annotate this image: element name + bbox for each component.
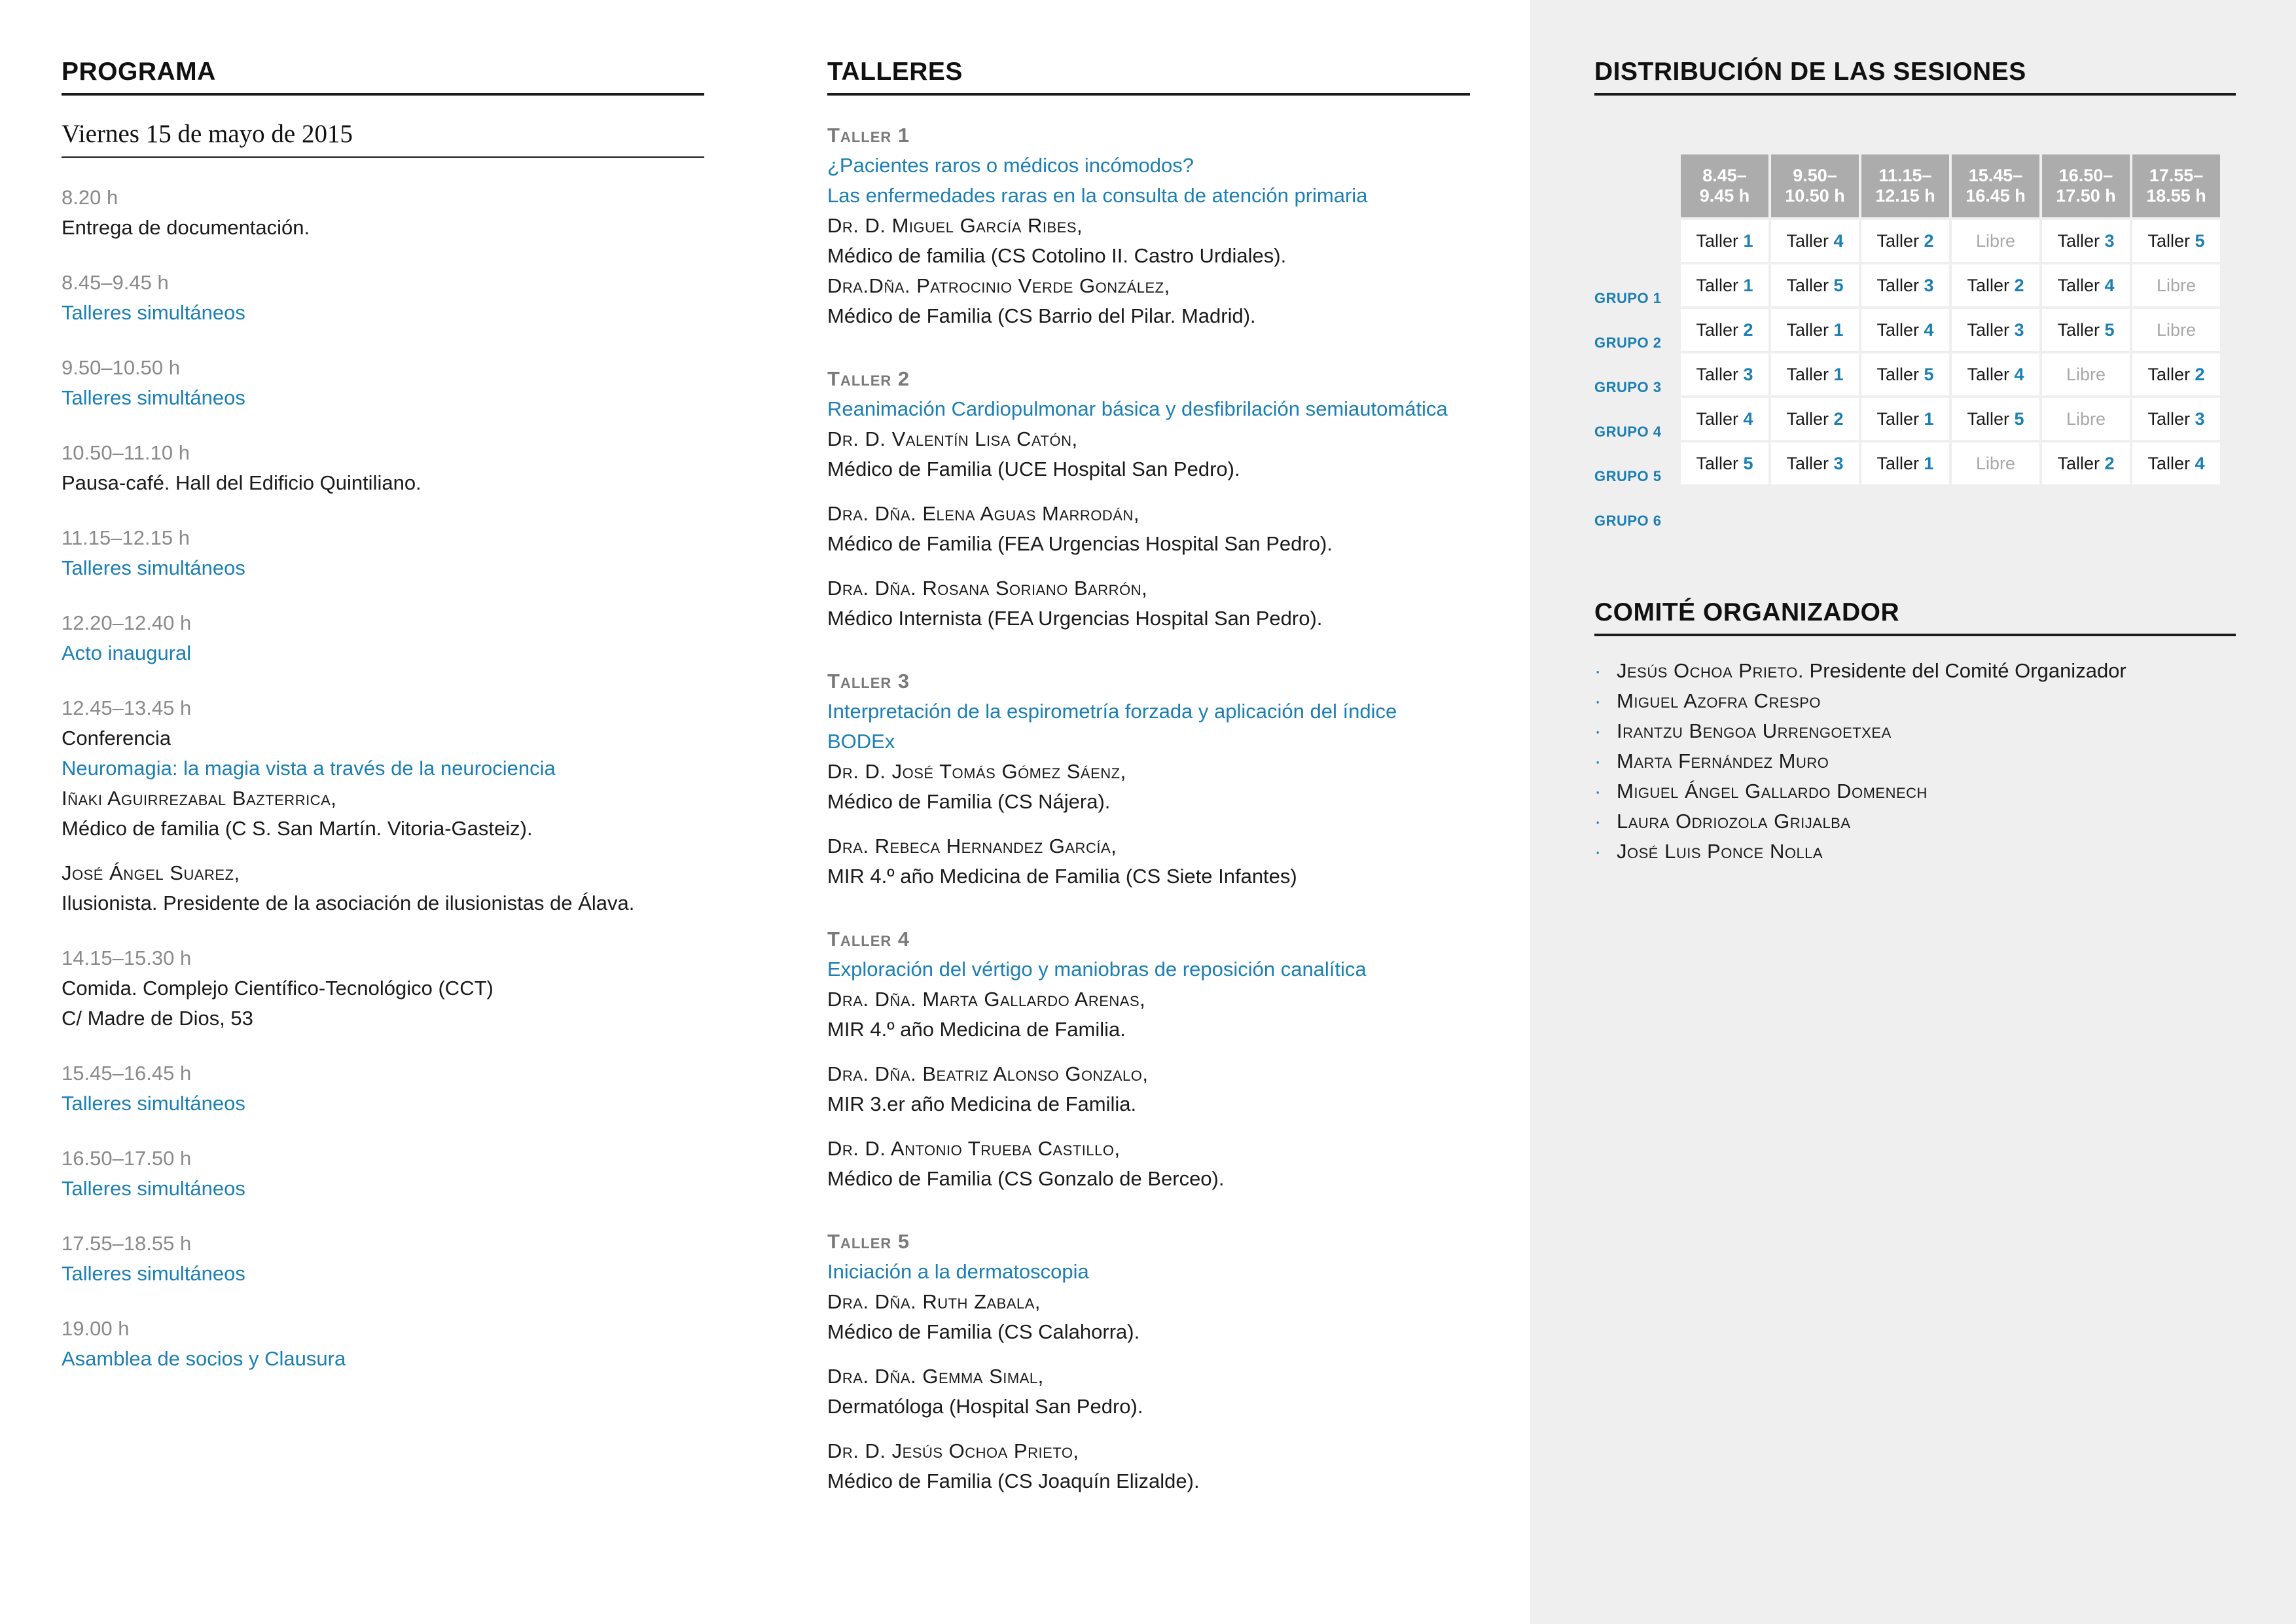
programa-line: Entrega de documentación. [62, 216, 310, 239]
taller-number: 5 [1833, 275, 1844, 295]
member-name: Miguel Ángel Gallardo Domenech [1617, 780, 1928, 803]
talleres-title: TALLERES [827, 58, 1470, 96]
taller-word: Taller [1967, 408, 2015, 429]
member-name: Laura Odriozola Grijalba [1617, 810, 1851, 833]
programa-item [62, 438, 704, 498]
bullet-icon: · [1594, 719, 1602, 742]
programa-line: Talleres simultáneos [62, 1092, 245, 1115]
bullet-icon: · [1594, 780, 1602, 803]
distribucion-title: DISTRIBUCIÓN DE LAS SESIONES [1594, 58, 2236, 96]
schedule-header-cell: 11.15– 12.15 h [1861, 154, 1949, 217]
taller-word: Taller [2147, 453, 2195, 473]
taller-number: 2 [2014, 275, 2024, 295]
taller-number: 1 [1743, 230, 1753, 251]
taller-line: Dra.Dña. Patrocinio Verde González, [827, 274, 1170, 297]
programa-time: 15.45–16.45 h [62, 1062, 192, 1085]
programa-item [62, 693, 704, 918]
taller-block [827, 924, 1470, 1194]
programa-line: Médico de familia (C S. San Martín. Vitoria-Gasteiz). [62, 817, 533, 840]
comite-member [1594, 656, 2236, 686]
programa-date: Viernes 15 de mayo de 2015 [62, 119, 704, 158]
programa-list [62, 183, 704, 1374]
programa-line: Talleres simultáneos [62, 1177, 245, 1200]
taller-line: Médico de Familia (UCE Hospital San Pedro). [827, 458, 1240, 480]
programa-item [62, 353, 704, 413]
comite-member [1594, 837, 2236, 867]
programa-title: PROGRAMA [62, 58, 704, 96]
schedule-row [1681, 309, 2220, 351]
schedule-cell-libre: Libre [2132, 309, 2220, 351]
taller-line: Dra. Dña. Marta Gallardo Arenas, [827, 988, 1146, 1011]
comite-member [1594, 806, 2236, 837]
member-name: José Luis Ponce Nolla [1617, 840, 1823, 863]
programa-time: 9.50–10.50 h [62, 356, 181, 379]
taller-word: Taller [1876, 364, 1924, 384]
taller-line: Dermatóloga (Hospital San Pedro). [827, 1395, 1143, 1418]
comite-member [1594, 776, 2236, 806]
programa-item [62, 183, 704, 243]
taller-word: Taller [1786, 275, 1834, 295]
schedule-cell [2042, 264, 2130, 306]
taller-word: Taller [1967, 275, 2015, 295]
schedule-header-cell: 17.55– 18.55 h [2132, 154, 2220, 217]
bullet-icon: · [1594, 840, 1602, 863]
taller-line: Dr. D. Antonio Trueba Castillo, [827, 1137, 1121, 1160]
schedule-cell [1861, 442, 1949, 484]
schedule-cell-libre: Libre [1952, 442, 2039, 484]
taller-number: 5 [1924, 364, 1934, 384]
comite-member [1594, 686, 2236, 716]
schedule-cell [1681, 264, 1768, 306]
schedule-row [1681, 442, 2220, 484]
distribucion-panel [1530, 0, 2296, 1624]
programa-line: José Ángel Suarez, [62, 861, 240, 884]
programa-time: 16.50–17.50 h [62, 1147, 192, 1170]
taller-word: Taller [1696, 453, 1744, 473]
programa-item [62, 1229, 704, 1289]
taller-line: Dra. Dña. Beatriz Alonso Gonzalo, [827, 1062, 1149, 1085]
taller-line: Dr. D. Miguel García Ribes, [827, 214, 1083, 237]
schedule-cell [2132, 353, 2220, 395]
taller-label: Taller 1 [827, 124, 910, 147]
taller-number: 3 [1833, 453, 1844, 473]
programa-line: Neuromagia: la magia vista a través de la neurociencia [62, 757, 556, 780]
taller-number: 3 [1924, 275, 1934, 295]
schedule-header-cell: 9.50– 10.50 h [1771, 154, 1859, 217]
programa-line: Acto inaugural [62, 641, 192, 664]
programa-time: 12.45–13.45 h [62, 696, 192, 719]
programa-item [62, 608, 704, 668]
taller-number: 2 [2195, 364, 2205, 384]
taller-line: Exploración del vértigo y maniobras de reposición canalítica [827, 958, 1367, 981]
schedule-cell [1952, 353, 2039, 395]
taller-number: 1 [1833, 319, 1844, 340]
taller-number: 2 [2104, 453, 2115, 473]
taller-word: Taller [1876, 230, 1924, 251]
bullet-icon: · [1594, 810, 1602, 833]
taller-number: 4 [2195, 453, 2205, 473]
taller-word: Taller [1786, 364, 1834, 384]
taller-line: MIR 4.º año Medicina de Familia (CS Siete Infantes) [827, 865, 1297, 888]
programa-time: 17.55–18.55 h [62, 1232, 192, 1255]
programa-time: 8.20 h [62, 186, 118, 209]
taller-block [827, 120, 1470, 331]
taller-line: Dra. Dña. Ruth Zabala, [827, 1290, 1041, 1313]
taller-line: Iniciación a la dermatoscopia [827, 1260, 1089, 1283]
schedule-row [1681, 398, 2220, 440]
member-name: Irantzu Bengoa Urrengoetxea [1617, 719, 1892, 742]
programa-item [62, 268, 704, 328]
taller-number: 4 [1743, 408, 1753, 429]
taller-line: Médico de Familia (FEA Urgencias Hospital San Pedro). [827, 532, 1333, 555]
taller-block [827, 666, 1470, 892]
comite-list [1594, 656, 2236, 867]
schedule-cell [1771, 398, 1859, 440]
taller-line: Dr. D. Valentín Lisa Catón, [827, 427, 1078, 450]
taller-line: Médico Internista (FEA Urgencias Hospital San Pedro). [827, 607, 1323, 630]
programa-time: 10.50–11.10 h [62, 441, 190, 464]
talleres-column [827, 0, 1470, 1496]
taller-word: Taller [2147, 364, 2195, 384]
schedule-header-row [1681, 154, 2220, 217]
programa-item [62, 1314, 704, 1374]
member-name: Miguel Azofra Crespo [1617, 689, 1821, 712]
schedule-cell-libre: Libre [2132, 264, 2220, 306]
taller-word: Taller [1696, 275, 1744, 295]
taller-word: Taller [1876, 453, 1924, 473]
taller-number: 2 [1743, 319, 1753, 340]
bullet-icon: · [1594, 749, 1602, 772]
taller-number: 5 [2014, 408, 2024, 429]
schedule-cell-libre: Libre [2042, 398, 2130, 440]
schedule-cell [1771, 309, 1859, 351]
schedule-row [1681, 353, 2220, 395]
programa-time: 8.45–9.45 h [62, 271, 169, 294]
programa-line: Talleres simultáneos [62, 556, 245, 579]
schedule-row [1681, 264, 2220, 306]
group-label: GRUPO 2 [1594, 334, 1662, 351]
talleres-list [827, 120, 1470, 1496]
taller-number: 1 [1833, 364, 1844, 384]
programa-item [62, 523, 704, 583]
schedule-cell [1861, 353, 1949, 395]
programa-line: Asamblea de socios y Clausura [62, 1347, 346, 1370]
taller-line: Dra. Rebeca Hernandez García, [827, 835, 1117, 857]
schedule-cell [1681, 353, 1768, 395]
schedule-cell [2042, 309, 2130, 351]
schedule-cell [1861, 398, 1949, 440]
comite-member [1594, 716, 2236, 746]
taller-number: 4 [2014, 364, 2024, 384]
schedule-table [1678, 152, 2223, 487]
schedule-cell [1861, 264, 1949, 306]
taller-word: Taller [1696, 319, 1744, 340]
group-label: GRUPO 3 [1594, 379, 1662, 395]
schedule-cell [1771, 264, 1859, 306]
schedule-cell [1771, 442, 1859, 484]
schedule-cell [1952, 264, 2039, 306]
taller-number: 5 [2195, 230, 2205, 251]
programa-line: Comida. Complejo Científico-Tecnológico (CCT) [62, 977, 493, 1000]
taller-word: Taller [2147, 408, 2195, 429]
taller-line: Médico de familia (CS Cotolino II. Castro Urdiales). [827, 244, 1287, 267]
taller-word: Taller [1876, 408, 1924, 429]
taller-number: 2 [1833, 408, 1844, 429]
taller-number: 5 [2104, 319, 2115, 340]
taller-number: 3 [1743, 364, 1753, 384]
programa-line: Talleres simultáneos [62, 1262, 245, 1285]
schedule-header-cell: 8.45– 9.45 h [1681, 154, 1768, 217]
taller-line: Médico de Familia (CS Nájera). [827, 790, 1111, 813]
taller-number: 3 [2195, 408, 2205, 429]
taller-number: 2 [1924, 230, 1934, 251]
schedule-cell-libre: Libre [1952, 220, 2039, 262]
taller-word: Taller [1696, 364, 1744, 384]
taller-word: Taller [2057, 319, 2105, 340]
schedule-cell-libre: Libre [2042, 353, 2130, 395]
programa-time: 19.00 h [62, 1317, 130, 1340]
taller-number: 3 [2104, 230, 2115, 251]
taller-line: Las enfermedades raras en la consulta de atención primaria [827, 184, 1368, 207]
taller-line: Médico de Familia (CS Calahorra). [827, 1320, 1140, 1343]
taller-word: Taller [2057, 275, 2105, 295]
taller-word: Taller [1967, 319, 2015, 340]
schedule-cell [1861, 309, 1949, 351]
schedule-cell [2042, 220, 2130, 262]
taller-label: Taller 4 [827, 928, 910, 950]
member-name: Marta Fernández Muro [1617, 749, 1829, 772]
taller-word: Taller [2057, 230, 2105, 251]
schedule-cell [1681, 220, 1768, 262]
taller-label: Taller 3 [827, 670, 910, 693]
taller-line: Médico de Familia (CS Joaquín Elizalde). [827, 1470, 1200, 1492]
taller-number: 1 [1924, 453, 1934, 473]
programa-item [62, 943, 704, 1034]
schedule-row [1681, 220, 2220, 262]
schedule-cell [2132, 442, 2220, 484]
group-label: GRUPO 1 [1594, 290, 1662, 306]
bullet-icon: · [1594, 689, 1602, 712]
taller-word: Taller [2147, 230, 2195, 251]
programa-line: Iñaki Aguirrezabal Bazterrica, [62, 787, 337, 810]
bullet-icon: · [1594, 659, 1602, 682]
schedule-cell [1952, 398, 2039, 440]
taller-number: 3 [2014, 319, 2024, 340]
schedule-cell [1771, 220, 1859, 262]
group-label: GRUPO 6 [1594, 513, 1662, 529]
programa-time: 14.15–15.30 h [62, 947, 192, 969]
schedule-cell [1861, 220, 1949, 262]
group-label: GRUPO 4 [1594, 424, 1662, 440]
taller-line: Interpretación de la espirometría forzada y aplicación del índice BODEx [827, 700, 1397, 753]
taller-word: Taller [1786, 319, 1834, 340]
taller-word: Taller [1876, 275, 1924, 295]
taller-line: Dra. Dña. Rosana Soriano Barrón, [827, 577, 1148, 600]
programa-line: C/ Madre de Dios, 53 [62, 1007, 253, 1030]
schedule-cell [1681, 398, 1768, 440]
taller-word: Taller [1876, 319, 1924, 340]
taller-label: Taller 2 [827, 367, 910, 390]
member-role: Presidente del Comité Organizador [1803, 659, 2126, 682]
programa-time: 11.15–12.15 h [62, 526, 190, 549]
taller-number: 4 [1924, 319, 1934, 340]
taller-word: Taller [1786, 408, 1834, 429]
programa-line: Pausa-café. Hall del Edificio Quintiliano. [62, 471, 422, 494]
taller-word: Taller [1696, 230, 1744, 251]
taller-line: ¿Pacientes raros o médicos incómodos? [827, 154, 1194, 177]
schedule-header-cell: 16.50– 17.50 h [2042, 154, 2130, 217]
programa-column [62, 0, 704, 1374]
taller-line: Médico de Familia (CS Barrio del Pilar. Madrid). [827, 304, 1256, 327]
taller-word: Taller [1786, 230, 1834, 251]
schedule-header-cell: 15.45– 16.45 h [1952, 154, 2039, 217]
group-label: GRUPO 5 [1594, 468, 1662, 484]
comite-title: COMITÉ ORGANIZADOR [1594, 598, 2236, 636]
taller-line: Dra. Dña. Gemma Simal, [827, 1365, 1044, 1388]
taller-line: MIR 3.er año Medicina de Familia. [827, 1092, 1137, 1115]
taller-word: Taller [1786, 453, 1834, 473]
schedule-cell [2132, 398, 2220, 440]
taller-number: 1 [1924, 408, 1934, 429]
taller-number: 1 [1743, 275, 1753, 295]
schedule-cell [1681, 309, 1768, 351]
comite-member [1594, 746, 2236, 776]
taller-block [827, 1227, 1470, 1496]
taller-word: Taller [2057, 453, 2105, 473]
taller-number: 4 [1833, 230, 1844, 251]
taller-line: Dra. Dña. Elena Aguas Marrodán, [827, 502, 1139, 525]
schedule-cell [1771, 353, 1859, 395]
schedule-cell [2132, 220, 2220, 262]
taller-line: MIR 4.º año Medicina de Familia. [827, 1018, 1126, 1041]
programa-item [62, 1058, 704, 1119]
programa-time: 12.20–12.40 h [62, 611, 192, 634]
schedule-cell [2042, 442, 2130, 484]
taller-number: 4 [2104, 275, 2115, 295]
taller-number: 5 [1743, 453, 1753, 473]
taller-label: Taller 5 [827, 1230, 910, 1253]
taller-line: Dr. D. José Tomás Gómez Sáenz, [827, 760, 1126, 783]
taller-line: Reanimación Cardiopulmonar básica y desfibrilación semiautomática [827, 397, 1448, 420]
taller-word: Taller [1967, 364, 2015, 384]
schedule-wrapper [1594, 152, 2236, 529]
schedule-cell [1952, 309, 2039, 351]
programa-line: Conferencia [62, 727, 171, 749]
programa-item [62, 1144, 704, 1204]
schedule-cell [1681, 442, 1768, 484]
taller-line: Médico de Familia (CS Gonzalo de Berceo). [827, 1167, 1225, 1190]
taller-line: Dr. D. Jesús Ochoa Prieto, [827, 1439, 1079, 1462]
member-name: Jesús Ochoa Prieto. [1617, 659, 1804, 682]
taller-word: Taller [1696, 408, 1744, 429]
programa-line: Talleres simultáneos [62, 301, 245, 324]
taller-block [827, 364, 1470, 634]
programa-line: Talleres simultáneos [62, 386, 245, 409]
programa-line: Ilusionista. Presidente de la asociación de ilusionistas de Álava. [62, 892, 635, 914]
